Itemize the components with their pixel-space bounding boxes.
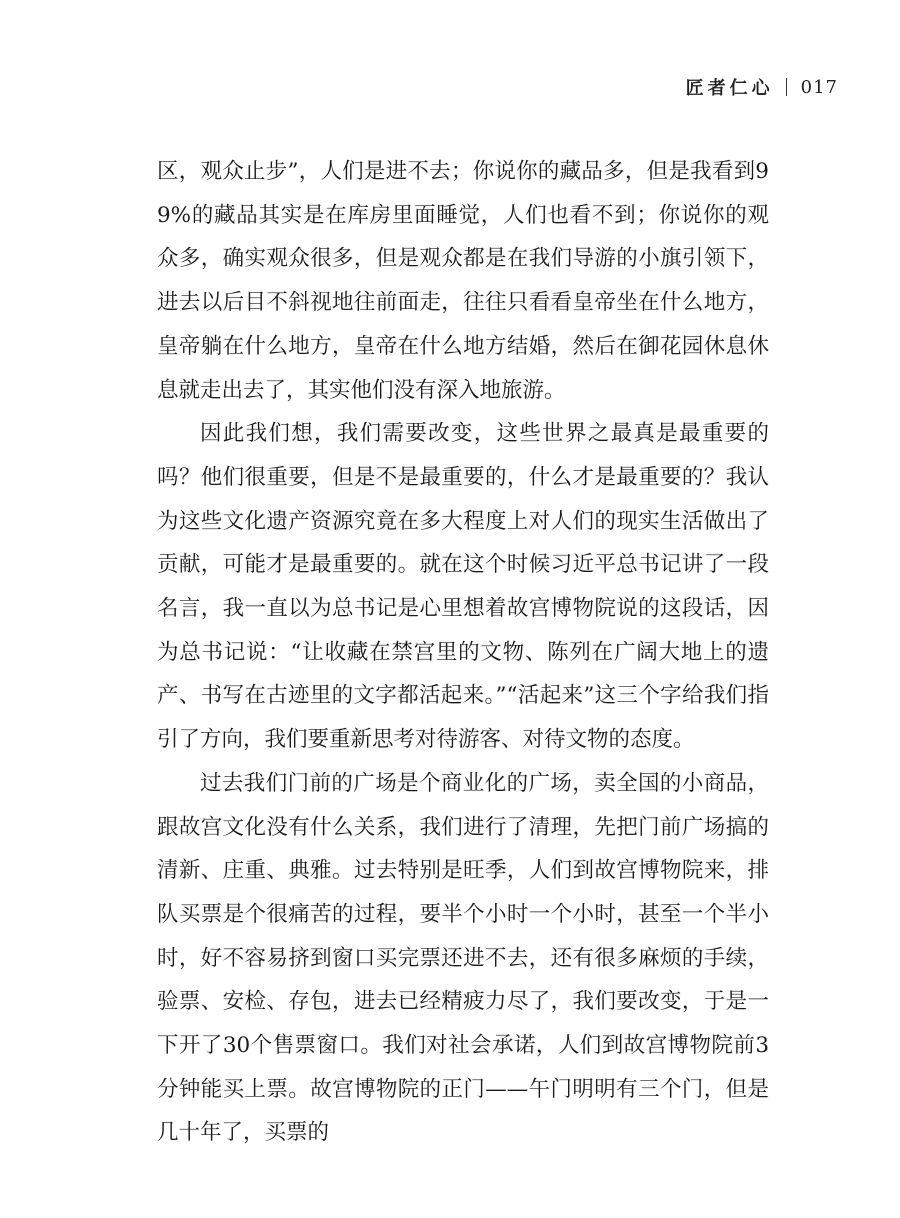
paragraph-3: 过去我们门前的广场是个商业化的广场，卖全国的小商品，跟故宫文化没有什么关系，我们进行了清理，先把门前广场搞的清新、庄重、典雅。过去特别是旺季，人们到故宫博物院来，排队买票是个很痛苦的过程，要半个小时一个小时，甚至一个半小时，好不容易挤到窗口买完票还进不去，还有很多麻烦的手续，验票、安检、存包，进去已经精疲力尽了，我们要改变，于是一下开了30个售票窗口。我们对社会承诺，人们到故宫博物院前3分钟能买上票。故宫博物院的正门——午门明明有三个门，但是几十年了，买票的 — [157, 770, 769, 1146]
paragraph-2: 因此我们想，我们需要改变，这些世界之最真是最重要的吗？他们很重要，但是不是最重要的，什么才是最重要的？我认为这些文化遗产资源究竟在多大程度上对人们的现实生活做出了贡献，可能才是最重要的。就在这个时候习近平总书记讲了一段名言，我一直以为总书记是心里想着故宫博物院说的这段话，因为总书记说：“让收藏在禁宫里的文物、陈列在广阔大地上的遗产、书写在古迹里的文字都活起来。”“活起来”这三个字给我们指引了方向，我们要重新思考对待游客、对待文物的态度。 — [157, 421, 769, 753]
book-title: 匠者仁心 — [685, 78, 774, 99]
paragraph-1: 区，观众止步”，人们是进不去；你说你的藏品多，但是我看到99%的藏品其实是在库房里面睡觉，人们也看不到；你说你的观众多，确实观众很多，但是观众都是在我们导游的小旗引领下，进去以后目不斜视地往前面走，往往只看看皇帝坐在什么地方，皇帝躺在什么地方，皇帝在什么地方结婚，然后在御花园休息休息就走出去了，其实他们没有深入地旅游。 — [157, 159, 769, 403]
body-text — [157, 150, 769, 1155]
page-number: 017 — [800, 76, 838, 98]
header-divider — [786, 78, 787, 96]
running-header — [686, 74, 838, 100]
